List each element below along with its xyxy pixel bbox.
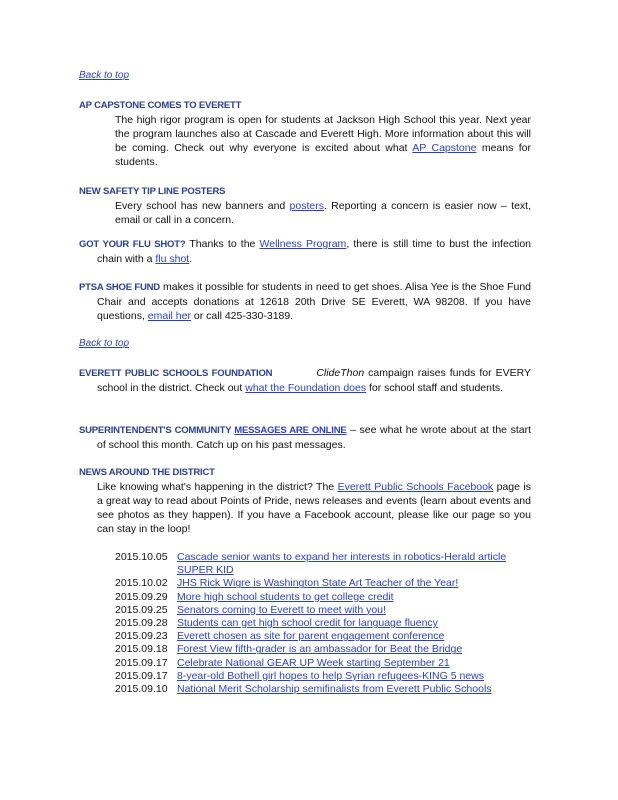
- news-title-link[interactable]: Forest View fifth-grader is an ambassador for Beat the Bridge: [177, 643, 463, 656]
- ap-capstone-link[interactable]: AP Capstone: [412, 142, 477, 154]
- news-title-link[interactable]: More high school students to get college credit: [177, 590, 394, 603]
- section-ap-capstone: AP CAPSTONE COMES TO EVERETT The high rigor program is open for students at Jackson High School this year. Next year the program launches also at Cascade and Everett High. More information about this will be coming. Check out why everyone is excited about what AP Capstone means for students.: [79, 100, 531, 168]
- section-flu-shot: GOT YOUR FLU SHOT? Thanks to the Wellness Program, there is still time to bust the infection chain with a flu shot.: [79, 238, 531, 265]
- ptsa-heading: PTSA SHOE FUND: [79, 282, 160, 293]
- wellness-program-link[interactable]: Wellness Program: [259, 238, 347, 250]
- news-date: 2015.09.17: [115, 669, 168, 682]
- news-title-link[interactable]: Everett chosen as site for parent engagement conference: [177, 630, 445, 643]
- posters-link[interactable]: posters: [289, 200, 324, 212]
- news-list-item: [115, 604, 535, 617]
- news-date: 2015.10.02: [115, 577, 168, 590]
- clidethon-label: ClideThon: [316, 367, 365, 379]
- news-title-link[interactable]: 8-year-old Bothell girl hopes to help Syrian refugees-KING 5 news: [177, 669, 484, 682]
- news-title-link[interactable]: Students can get high school credit for language fluency: [177, 617, 438, 630]
- news-date: 2015.09.23: [115, 630, 168, 643]
- news-heading: NEWS AROUND THE DISTRICT: [79, 467, 215, 478]
- back-to-top-link-1[interactable]: Back to top: [79, 70, 130, 81]
- flu-heading: GOT YOUR FLU SHOT?: [79, 239, 186, 250]
- news-date: 2015.09.10: [115, 683, 168, 696]
- news-date: 2015.09.18: [115, 643, 168, 656]
- news-date: 2015.09.25: [115, 603, 168, 616]
- news-list-item: [115, 683, 535, 696]
- news-list-item: [115, 551, 535, 577]
- flu-shot-link[interactable]: flu shot: [155, 253, 190, 265]
- news-list-item: [115, 630, 535, 643]
- news-list: [115, 551, 535, 696]
- news-list-item: [115, 670, 535, 683]
- safety-heading: NEW SAFETY TIP LINE POSTERS: [79, 186, 226, 197]
- news-list-item: [115, 643, 535, 656]
- news-title-link[interactable]: Senators coming to Everett to meet with you!: [177, 603, 386, 616]
- news-date: 2015.09.29: [115, 590, 168, 603]
- news-title-link[interactable]: JHS Rick Wigre is Washington State Art Teacher of the Year!: [177, 577, 459, 590]
- news-title-link[interactable]: Cascade senior wants to expand her interests in robotics-Herald article SUPER KID: [177, 551, 507, 577]
- section-safety-posters: NEW SAFETY TIP LINE POSTERS Every school has new banners and posters. Reporting a concern is easier now – text, email or call in a concern.: [79, 186, 531, 226]
- back-to-top-link-2[interactable]: Back to top: [79, 338, 130, 349]
- messages-online-link[interactable]: MESSAGES ARE ONLINE: [234, 425, 347, 436]
- news-title-link[interactable]: Celebrate National GEAR UP Week starting September 21: [177, 656, 450, 669]
- news-date: 2015.10.05: [115, 551, 168, 563]
- news-list-item: [115, 617, 535, 630]
- news-title-link[interactable]: National Merit Scholarship semifinalists from Everett Public Schools: [177, 683, 492, 696]
- news-date: 2015.09.28: [115, 617, 168, 630]
- ap-capstone-heading: AP CAPSTONE COMES TO EVERETT: [79, 100, 242, 111]
- foundation-link[interactable]: what the Foundation does: [245, 382, 367, 394]
- foundation-heading: EVERETT PUBLIC SCHOOLS FOUNDATION: [79, 368, 273, 379]
- news-list-item: [115, 577, 535, 590]
- email-her-link[interactable]: email her: [147, 310, 191, 322]
- section-ptsa-shoe-fund: PTSA SHOE FUND makes it possible for students in need to get shoes. Alisa Yee is the Shoe Fund Chair and accepts donations at 12618 20th Drive SE Everett, WA 98208. If you have questions, email her or call 425-330-3189.: [79, 281, 531, 322]
- superintendent-heading: SUPERINTENDENT'S COMMUNITY: [79, 425, 235, 436]
- section-news: NEWS AROUND THE DISTRICT Like knowing what's happening in the district? The Everett Public Schools Facebook page is a great way to read about Points of Pride, news releases and events (learn about events and see photos as they happen). If you have a Facebook account, please like our page so you can stay in the loop!: [79, 467, 531, 535]
- news-list-item: [115, 657, 535, 670]
- news-date: 2015.09.17: [115, 656, 168, 669]
- section-superintendent: SUPERINTENDENT'S COMMUNITY MESSAGES ARE ONLINE – see what he wrote about at the start of school this month. Catch up on his past messages.: [79, 424, 531, 451]
- section-foundation: EVERETT PUBLIC SCHOOLS FOUNDATION ClideThon campaign raises funds for EVERY school in the district. Check out what the Foundation does for school staff and students.: [79, 367, 532, 394]
- news-list-item: [115, 591, 535, 604]
- facebook-link[interactable]: Everett Public Schools Facebook: [337, 481, 494, 493]
